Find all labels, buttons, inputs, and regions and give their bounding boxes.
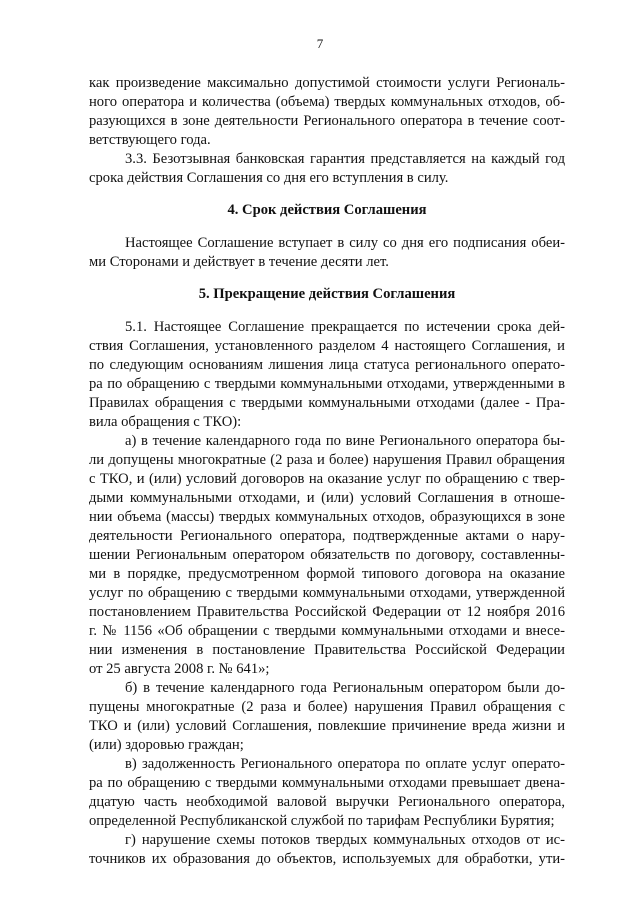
document-body — [89, 74, 565, 869]
paragraph-item-v — [89, 755, 565, 831]
text-line: г. № 1156 «Об обращении с твердыми коммунальными отходами и внесе- — [89, 623, 565, 639]
paragraph-item-g — [89, 831, 565, 869]
text-line: срока действия Соглашения со дня его вступления в силу. — [89, 170, 449, 186]
text-line: ного оператора и количества (объема) твердых коммунальных отходов, об- — [89, 94, 565, 110]
text-line: постановлением Правительства Российской Федерации от 12 ноября 2016 — [89, 604, 565, 620]
text-line: услуг по обращению с твердыми коммунальными отходами, утвержденной — [89, 585, 565, 601]
text-line: определенной Республиканской службой по тарифам Республики Бурятия; — [89, 813, 555, 829]
text-line: г) нарушение схемы потоков твердых коммунальных отходов от ис- — [125, 832, 565, 848]
text-line: (или) здоровью граждан; — [89, 737, 244, 753]
text-line: ли допущены многократные (2 раза и более) нарушения Правил обращения — [89, 452, 565, 468]
text-line: пущены многократные (2 раза и более) нарушения Правил обращения с — [89, 699, 565, 715]
text-line: ра по обращению с твердыми коммунальными отходами, утвержденными в — [89, 376, 565, 392]
page-number: 7 — [316, 36, 324, 51]
text-line: ветствующего года. — [89, 132, 211, 148]
text-line: 5.1. Настоящее Соглашение прекращается по истечении срока дей- — [125, 319, 565, 335]
text-line: с ТКО, и (или) условий договоров на оказание услуг по обращению с твер- — [89, 471, 565, 487]
text-line: дыми коммунальными отходами, и (или) условий Соглашения в отноше- — [89, 490, 565, 506]
text-line: ми в порядке, предусмотренном формой типового договора на оказание — [89, 566, 565, 582]
text-line: нии изменения в постановление Правительства Российской Федерации — [89, 642, 565, 658]
text-line: как произведение максимально допустимой стоимости услуги Региональ- — [89, 75, 565, 91]
paragraph-3-3 — [89, 150, 565, 188]
text-line: б) в течение календарного года Региональным оператором были до- — [125, 680, 565, 696]
text-line: ра по обращению с твердыми коммунальными отходами превышает двена- — [89, 775, 565, 791]
paragraph-5-1 — [89, 318, 565, 432]
text-line: в) задолженность Регионального оператора по оплате услуг операто- — [125, 756, 565, 772]
section-heading-5: 5. Прекращение действия Соглашения — [198, 286, 456, 302]
paragraph-item-b — [89, 679, 565, 755]
section-heading-4: 4. Срок действия Соглашения — [227, 202, 427, 218]
text-line: шении Региональным оператором обязательств по договору, составленны- — [89, 547, 565, 563]
text-line: разующихся в зоне деятельности Регионального оператора в течение соот- — [89, 113, 565, 129]
paragraph-item-a — [89, 432, 565, 679]
text-line: нии объема (массы) твердых коммунальных отходов, образующихся в зоне — [89, 509, 565, 525]
text-line: от 25 августа 2008 г. № 641»; — [89, 661, 270, 677]
text-line: Правилах обращения с твердыми коммунальными отходами (далее - Пра- — [89, 395, 565, 411]
paragraph-section-4 — [89, 234, 565, 272]
text-line: Настоящее Соглашение вступает в силу со дня его подписания обеи- — [125, 235, 565, 251]
text-line: ТКО и (или) условий Соглашения, повлекшие причинение вреда жизни и — [89, 718, 565, 734]
text-line: ми Сторонами и действует в течение десяти лет. — [89, 254, 389, 270]
text-line: дцатую часть необходимой валовой выручки Регионального оператора, — [89, 794, 565, 810]
text-line: 3.3. Безотзывная банковская гарантия представляется на каждый год — [125, 151, 565, 167]
text-line: деятельности Регионального оператора, подтвержденные актами о нару- — [89, 528, 565, 544]
text-line: ствия Соглашения, установленного разделом 4 настоящего Соглашения, и — [89, 338, 565, 354]
text-line: вила обращения с ТКО): — [89, 414, 242, 430]
paragraph-continuation — [89, 74, 565, 150]
text-line: а) в течение календарного года по вине Регионального оператора бы- — [125, 433, 565, 449]
text-line: по следующим основаниям лишения лица статуса регионального операто- — [89, 357, 565, 373]
text-line: точников их образования до объектов, используемых для обработки, ути- — [89, 851, 565, 867]
